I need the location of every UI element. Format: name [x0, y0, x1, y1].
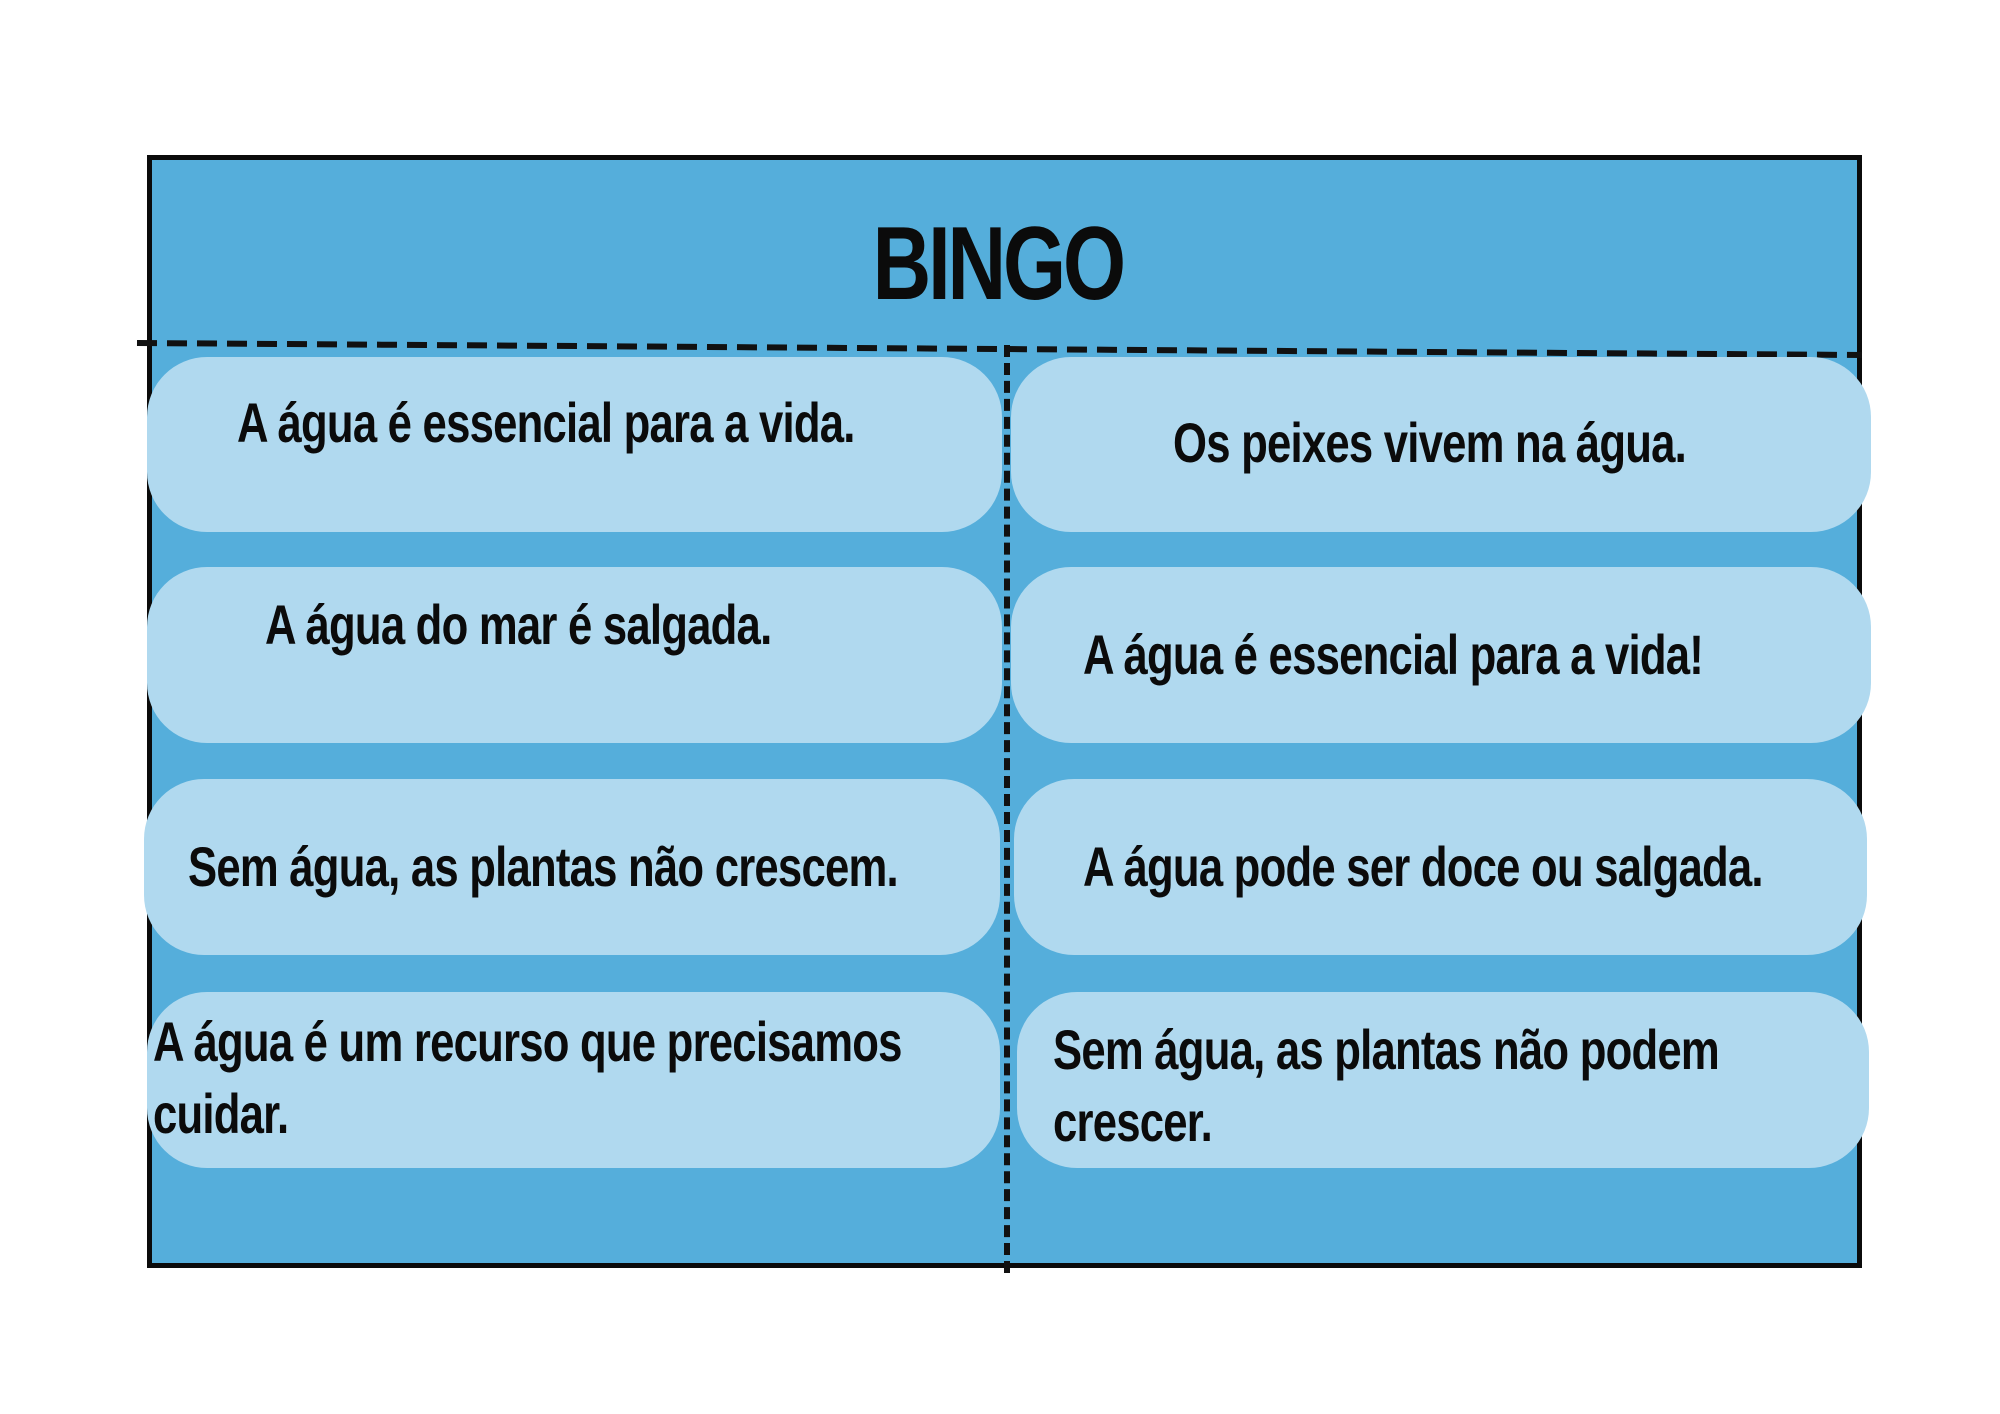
bingo-card-1-text: A água é essencial para a vida.	[237, 391, 855, 454]
vertical-dashed-line	[1004, 345, 1010, 1273]
bingo-card-2[interactable]	[1011, 357, 1871, 532]
bingo-card-7[interactable]	[147, 992, 1000, 1168]
bingo-card-5[interactable]	[144, 779, 1000, 955]
bingo-title: BINGO	[872, 206, 1123, 322]
bingo-card-8-text-line2: crescer.	[1053, 1090, 1212, 1153]
bingo-card-7-text-line2: cuidar.	[153, 1082, 289, 1145]
bingo-card-3-text: A água do mar é salgada.	[265, 593, 772, 656]
bingo-card-1[interactable]	[147, 357, 1002, 532]
bingo-card-2-text: Os peixes vivem na água.	[1173, 411, 1686, 474]
bingo-card-7-text-line1: A água é um recurso que precisamos	[153, 1010, 902, 1073]
bingo-card-3[interactable]	[147, 567, 1002, 743]
bingo-card-4[interactable]	[1011, 567, 1871, 743]
bingo-card-4-text: A água é essencial para a vida!	[1083, 623, 1704, 686]
bingo-card-6[interactable]	[1014, 779, 1867, 955]
bingo-card-8[interactable]	[1017, 992, 1869, 1168]
bingo-card-8-text-line1: Sem água, as plantas não podem	[1053, 1018, 1719, 1081]
bingo-card-5-text: Sem água, as plantas não crescem.	[188, 835, 898, 898]
bingo-card-6-text: A água pode ser doce ou salgada.	[1083, 835, 1763, 898]
